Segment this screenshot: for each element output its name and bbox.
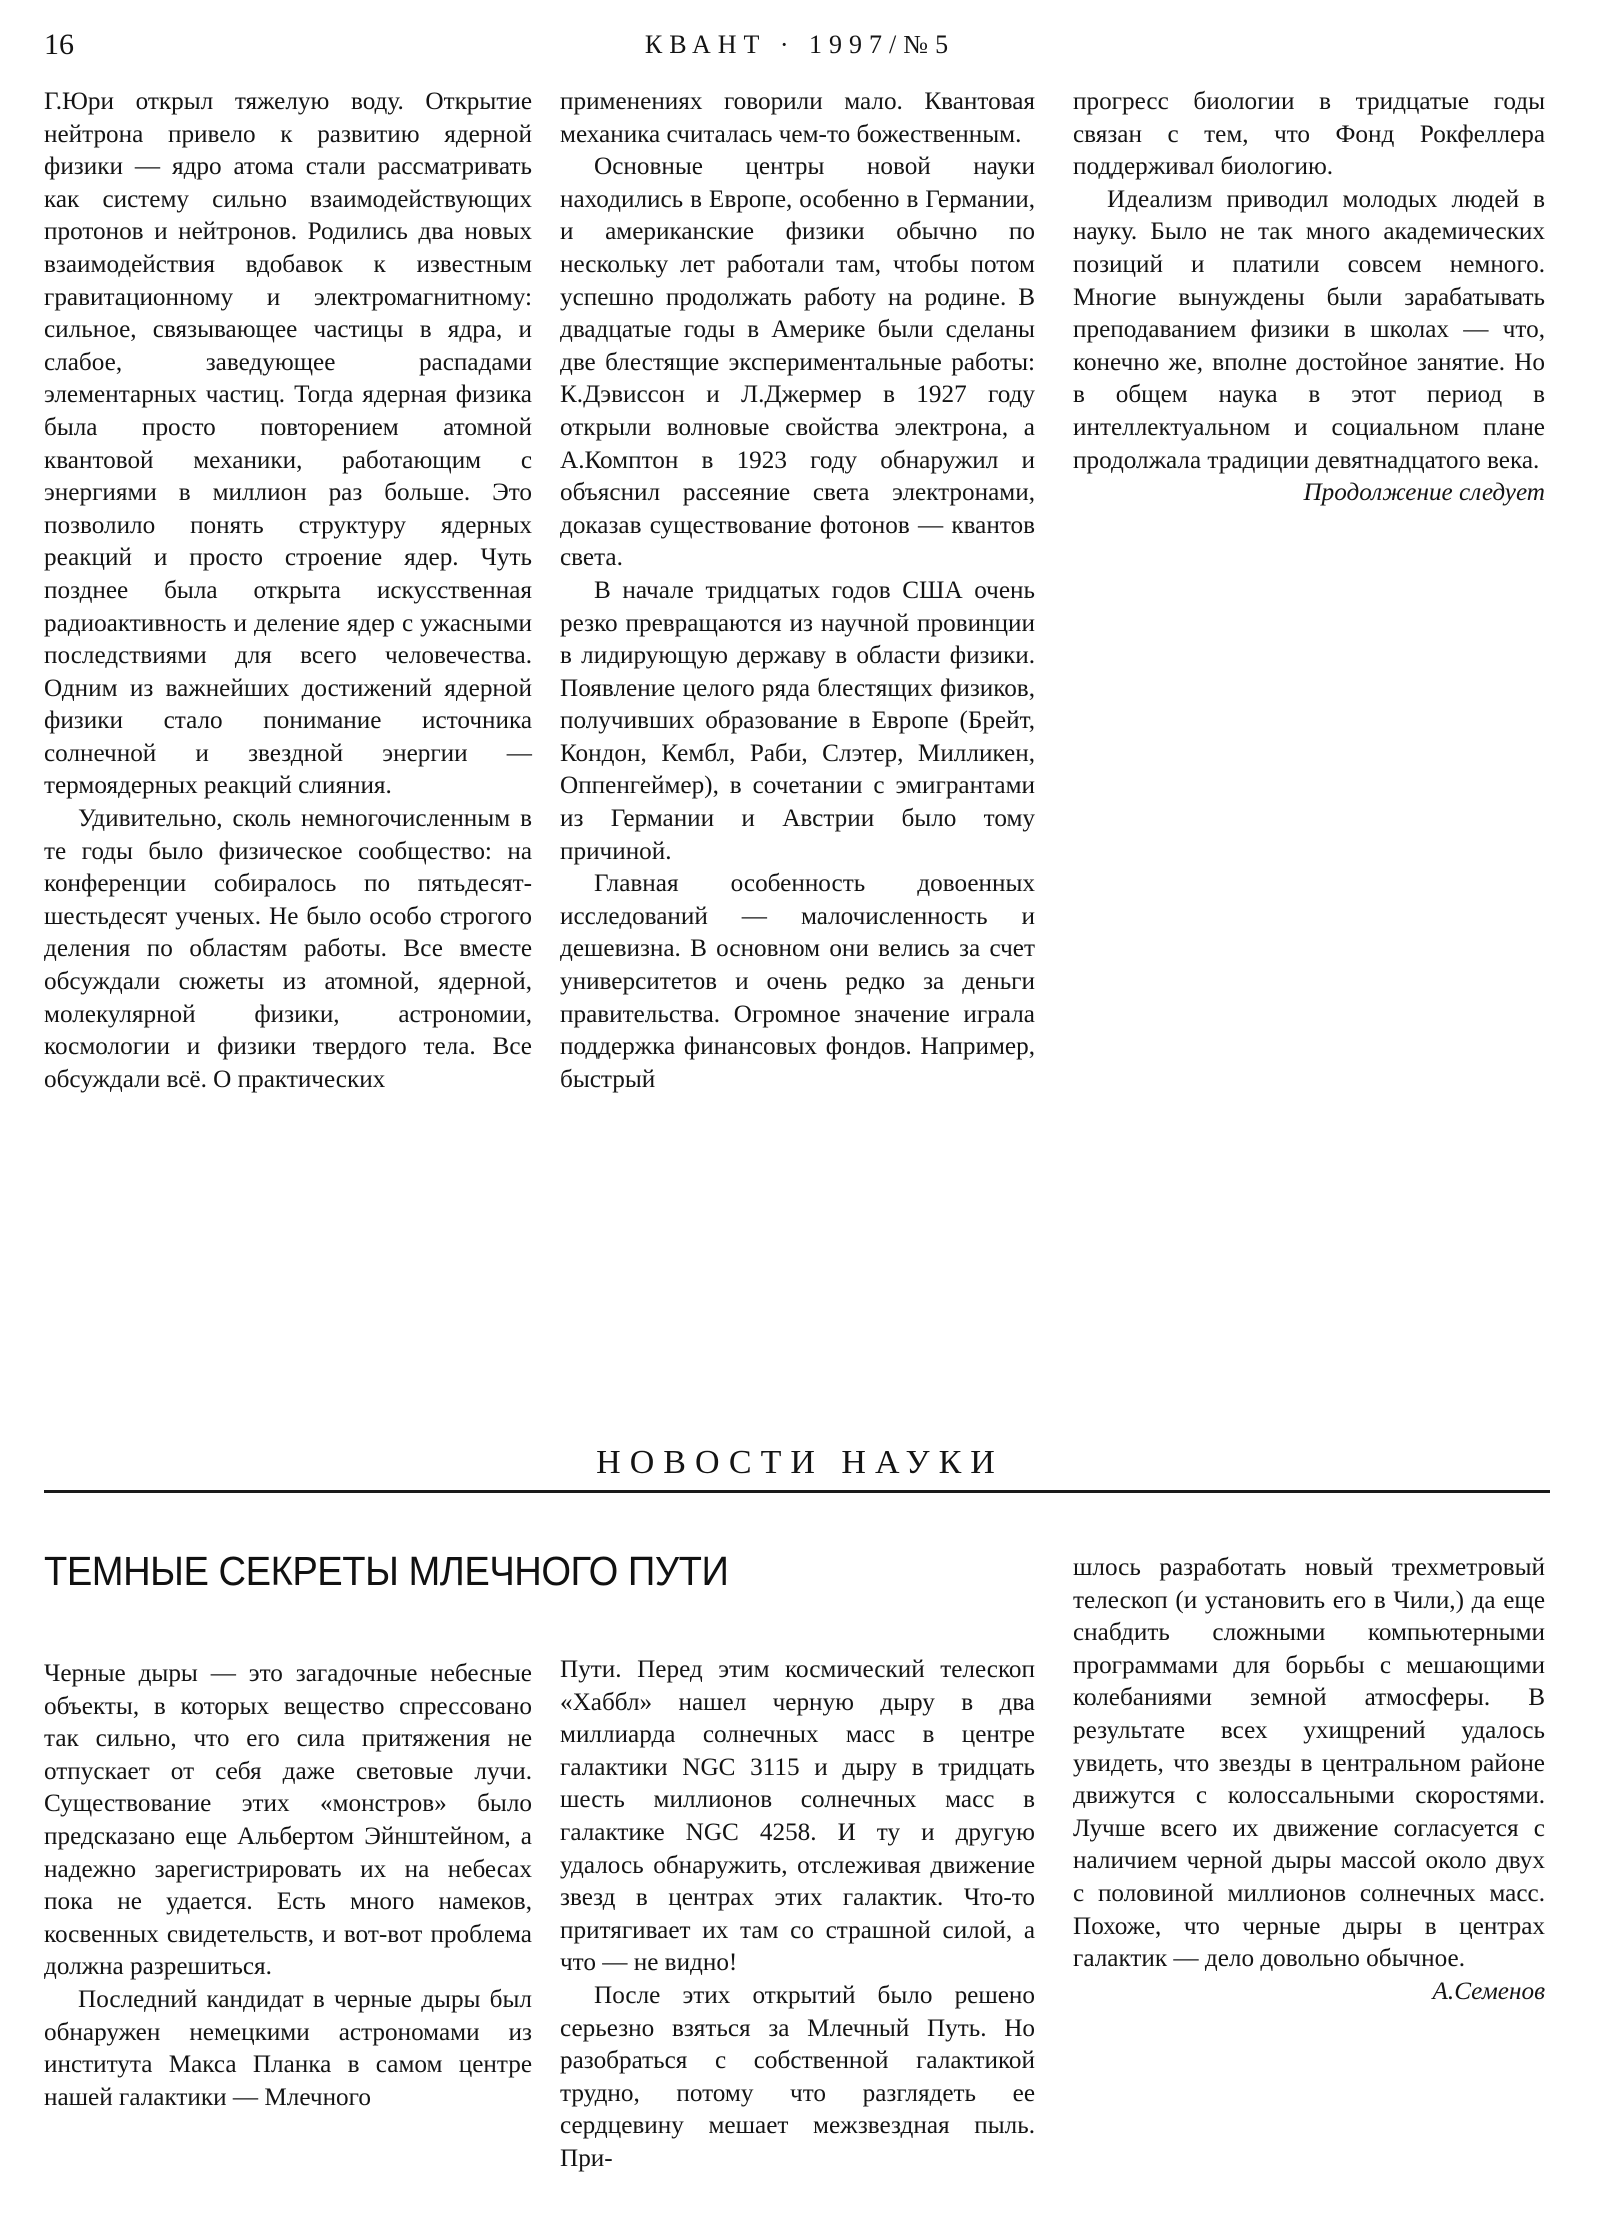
paragraph: Черные дыры — это загадочные небесные объекты, в которых вещество спрессовано так сильно, что его сила притяжения не отпускает от себя даже световые лучи. Существование этих «монстров» было предсказано еще Альбертом Эйнштейном, а надежно зарегистрировать их на небесах пока не удается. Есть много намеков, косвенных свидетельств, и вот-вот проблема должна разрешиться.	[44, 1660, 532, 1981]
news-column-3	[1073, 1552, 1545, 2008]
paragraph: шлось разработать новый трехметровый телескоп (и установить его в Чили,) да еще снабдить сложными компьютерными программами для борьбы с мешающими колебаниями земной атмосферы. В результате всех ухищрений удалось увидеть, что звезды в центральном районе движутся с колоссальными скоростями. Лучше всего их движение согласуется с наличием черной дыры массой около двух с половиной миллионов солнечных масс. Похоже, что черные дыры в центрах галактик — дело довольно обычное.	[1073, 1554, 1545, 1973]
section-heading: НОВОСТИ НАУКИ	[596, 1444, 1004, 1481]
section-divider	[44, 1490, 1550, 1493]
paragraph: Основные центры новой науки находились в Европе, особенно в Германии, и американские физики обычно по нескольку лет работали там, чтобы потом успешно продолжать работу на родине. В двадцатые годы в Америке были сделаны две блестящие экспериментальные работы: К.Дэвиссон и Л.Джермер в 1927 году открыли волновые свойства электрона, а А.Комптон в 1923 году обнаружил и объяснил рассеяние света электронами, доказав существование фотонов — квантов света.	[560, 153, 1035, 572]
news-column-1	[44, 1658, 532, 2114]
column-1	[44, 86, 532, 1096]
page-number: 16	[44, 28, 74, 61]
column-2	[560, 86, 1035, 1096]
paragraph: Главная особенность довоенных исследований — малочисленность и дешевизна. В основном они велись за счет университетов и очень редко за деньги правительства. Огромное значение играла поддержка финансовых фондов. Например, быстрый	[560, 870, 1035, 1093]
paragraph: Пути. Перед этим космический телескоп «Хаббл» нашел черную дыру в два миллиарда солнечных масс в центре галактики NGC 3115 и дыру в тридцать шесть миллионов солнечных масс в галактике NGC 4258. И ту и другую удалось обнаружить, отслеживая движение звезд в центрах этих галактик. Что-то притягивает их там со страшной силой, а что — не видно!	[560, 1656, 1035, 1977]
paragraph: Последний кандидат в черные дыры был обнаружен немецкими астрономами из института Макса Планка в самом центре нашей галактики — Млечного	[44, 1985, 532, 2111]
paragraph: Г.Юри открыл тяжелую воду. Открытие нейтрона привело к развитию ядерной физики — ядро атома стали рассматривать как систему сильно взаимодействующих протонов и нейтронов. Родились два новых взаимодействия вдобавок к известным гравитационному и электромагнитному: сильное, связывающее частицы в ядра, и слабое, заведующее распадами элементарных частиц. Тогда ядерная физика была просто повторением атомной квантовой механики, работающим с энергиями в миллион раз больше. Это позволило понять структуру ядерных реакций и просто строение ядер. Чуть позднее была открыта искусственная радиоактивность и деление ядер с ужасными последствиями для всего человечества. Одним из важнейших достижений ядерной физики стало понимание источника солнечной и звездной энергии — термоядерных реакций слияния.	[44, 88, 532, 800]
running-head	[0, 22, 1600, 62]
paragraph: После этих открытий было решено серьезно взяться за Млечный Путь. Но разобраться с собственной галактикой трудно, потому что разглядеть ее сердцевину мешает межзвездная пыль. При-	[560, 1981, 1035, 2172]
paragraph: применениях говорили мало. Квантовая механика считалась чем-то божественным.	[560, 88, 1035, 148]
paragraph: Идеализм приводил молодых людей в науку. Было не так много академических позиций и платили совсем немного. Многие вынуждены были зарабатывать преподаванием физики в школах — что, конечно же, вполне достойное занятие. Но в общем наука в этот период в интеллектуальном и социальном плане продолжала традиции девятнадцатого века.	[1073, 185, 1545, 474]
paragraph: Удивительно, сколь немногочисленным в те годы было физическое сообщество: на конференции собиралось по пятьдесят-шестьдесят ученых. Не было особо строгого деления по областям работы. Все вместе обсуждали сюжеты из атомной, ядерной, молекулярной физики, астрономии, космологии и физики твердого тела. Все обсуждали всё. О практических	[44, 805, 532, 1093]
paragraph: прогресс биологии в тридцатые годы связан с тем, что Фонд Рокфеллера поддерживал биологию.	[1073, 88, 1545, 181]
article-title: ТЕМНЫЕ СЕКРЕТЫ МЛЕЧНОГО ПУТИ	[44, 1548, 729, 1594]
column-3	[1073, 86, 1545, 510]
author-signature: А.Семенов	[1432, 1977, 1545, 2005]
paragraph: В начале тридцатых годов США очень резко превращаются из научной провинции в лидирующую державу в области физики. Появление целого ряда блестящих физиков, получивших образование в Европе (Брейт, Кондон, Кембл, Раби, Слэтер, Милликен, Оппенгеймер), в сочетании с эмигрантами из Германии и Австрии было тому причиной.	[560, 576, 1035, 865]
journal-title: КВАНТ · 1997/№5	[644, 30, 956, 59]
to-be-continued-note: Продолжение следует	[1303, 479, 1545, 507]
news-column-2	[560, 1654, 1035, 2176]
